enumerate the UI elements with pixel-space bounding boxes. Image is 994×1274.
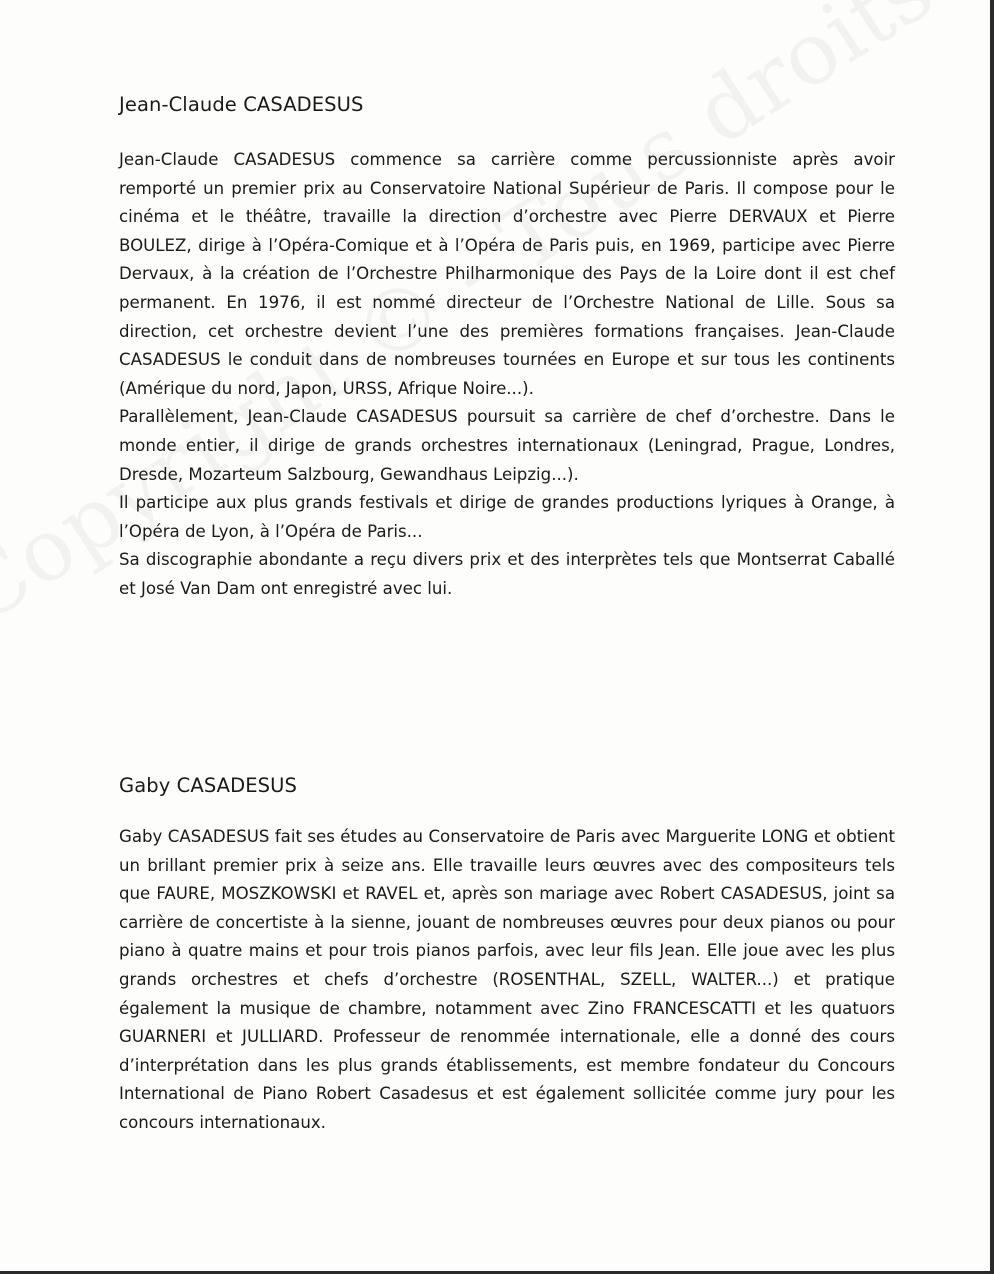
paragraph: Sa discographie abondante a reçu divers prix et des interprètes tels que Montserrat Caballé et José Van Dam ont enregistré avec lui. — [119, 550, 895, 598]
paragraph: Jean-Claude CASADESUS commence sa carrière comme percussionniste après avoir remporté un premier prix au Conservatoire National Supérieur de Paris. Il compose pour le cinéma et le théâtre, travaille la direction d’orchestre avec Pierre DERVAUX et Pierre BOULEZ, dirige à l’Opéra-Comique et à l’Opéra de Paris puis, en 1969, participe avec Pierre Dervaux, à la création de l’Orchestre Philharmonique des Pays de la Loire dont il est chef permanent. En 1976, il est nommé directeur de l’Orchestre National de Lille. Sous sa direction, cet orchestre devient l’une des premières formations françaises. Jean-Claude CASADESUS le conduit dans de nombreuses tournées en Europe et sur tous les continents (Amérique du nord, Japon, URSS, Afrique Noire...). — [119, 150, 895, 398]
scan-edge-right — [990, 0, 994, 1274]
section-heading: Jean-Claude CASADESUS — [119, 93, 364, 116]
section-heading: Gaby CASADESUS — [119, 774, 297, 797]
paragraph: Gaby CASADESUS fait ses études au Conservatoire de Paris avec Marguerite LONG et obtient un brillant premier prix à seize ans. Elle travaille leurs œuvres avec des compositeurs tels que FAURE, MOSZKOWSKI et RAVEL et, après son mariage avec Robert CASADESUS, joint sa carrière de concertiste à la sienne, jouant de nombreuses œuvres pour deux pianos ou pour piano à quatre mains et pour trois pianos parfois, avec leur fils Jean. Elle joue avec les plus grands orchestres et chefs d’orchestre (ROSENTHAL, SZELL, WALTER...) et pratique également la musique de chambre, notamment avec Zino FRANCESCATTI et les quatuors GUARNERI et JULLIARD. Professeur de renommée internationale, elle a donné des cours d’interprétation dans les plus grands établissements, est membre fondateur du Concours International de Piano Robert Casadesus et est également sollicitée comme jury pour les concours internationaux. — [119, 827, 895, 1132]
paragraph: Il participe aux plus grands festivals et dirige de grandes productions lyriques à Orange, à l’Opéra de Lyon, à l’Opéra de Paris... — [119, 493, 895, 541]
biography-section-jean-claude — [119, 92, 895, 604]
biography-section-gaby — [119, 773, 895, 1138]
paragraph: Parallèlement, Jean-Claude CASADESUS poursuit sa carrière de chef d’orchestre. Dans le monde entier, il dirige de grands orchestres internationaux (Leningrad, Prague, Londres, Dresde, Mozarteum Salzbourg, Gewandhaus Leipzig...). — [119, 407, 895, 484]
